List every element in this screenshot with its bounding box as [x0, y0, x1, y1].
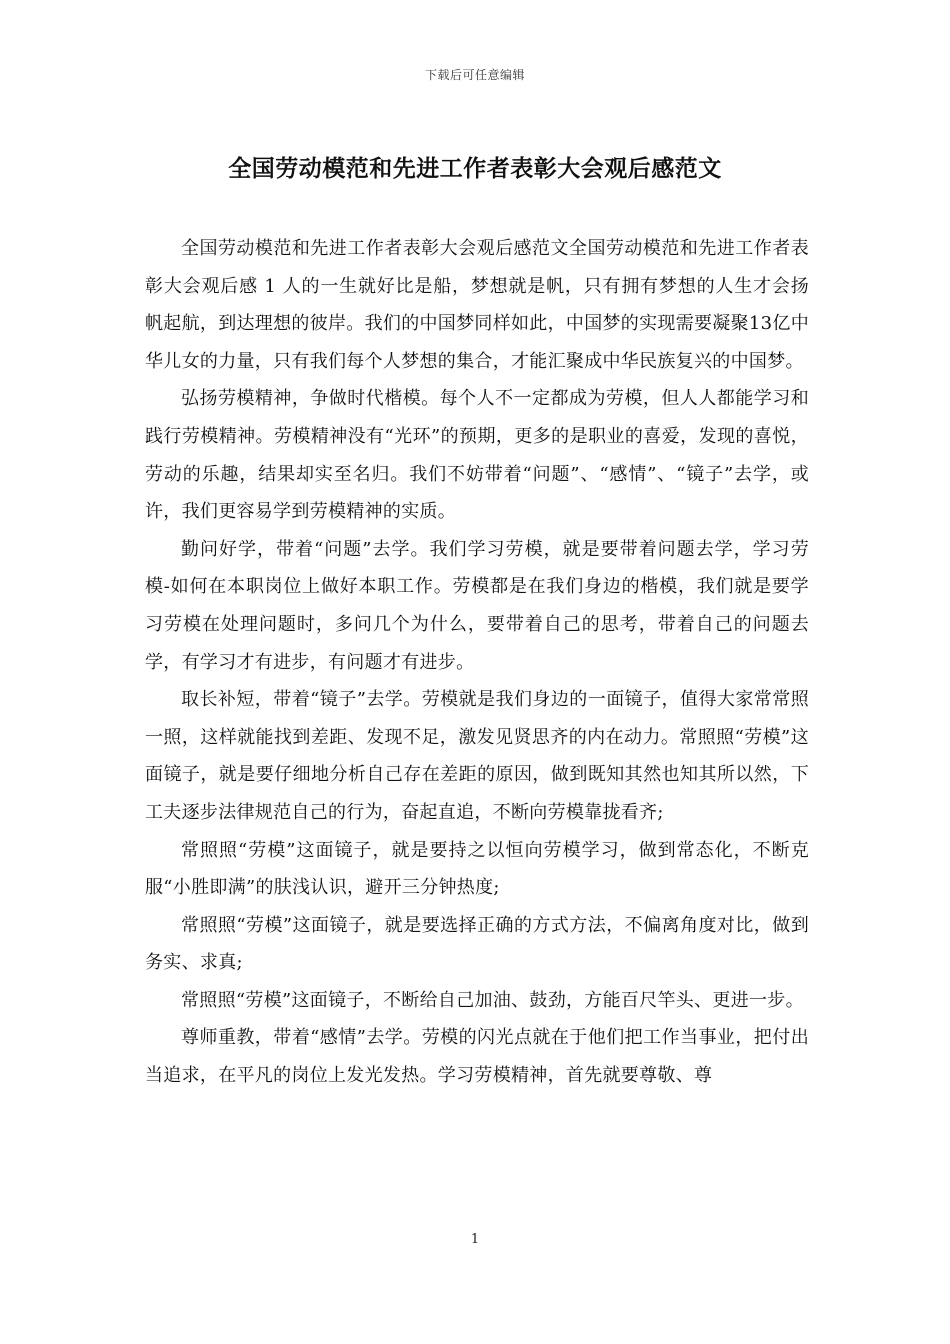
paragraph: 常照照“劳模”这面镜子，就是要选择正确的方式方法，不偏离角度对比，做到务实、求真;	[145, 914, 809, 974]
paragraph: 取长补短，带着“镜子”去学。劳模就是我们身边的一面镜子，值得大家常常照一照，这样就能找到差距、发现不足，激发见贤思齐的内在动力。常照照“劳模”这面镜子，就是要仔细地分析自己存在差距的原因，做到既知其然也知其所以然，下工夫逐步法律规范自己的行为，奋起直追，不断向劳模靠拢看齐;	[145, 689, 809, 823]
document-title: 全国劳动模范和先进工作者表彰大会观后感范文	[228, 155, 722, 182]
paragraph: 尊师重教，带着“感情”去学。劳模的闪光点就在于他们把工作当事业，把付出当追求，在平凡的岗位上发光发热。学习劳模精神，首先就要尊敬、尊	[145, 1027, 809, 1087]
paragraph: 勤问好学，带着“问题”去学。我们学习劳模，就是要带着问题去学，学习劳模-如何在本职岗位上做好本职工作。劳模都是在我们身边的楷模，我们就是要学习劳模在处理问题时，多问几个为什么，要带着自己的思考，带着自己的问题去学，有学习才有进步，有问题才有进步。	[145, 538, 809, 673]
header-note: 下载后可任意编辑	[424, 68, 525, 82]
document-body	[145, 230, 809, 1095]
paragraph: 常照照“劳模”这面镜子，就是要持之以恒向劳模学习，做到常态化，不断克服“小胜即满”的肤浅认识，避开三分钟热度;	[145, 839, 809, 899]
paragraph: 全国劳动模范和先进工作者表彰大会观后感范文全国劳动模范和先进工作者表彰大会观后感 1 人的一生就好比是船，梦想就是帆，只有拥有梦想的人生才会扬帆起航，到达理想的彼岸。我们的中国梦同样如此，中国梦的实现需要凝聚13亿中华儿女的力量，只有我们每个人梦想的集合，才能汇聚成中华民族复兴的中国梦。	[145, 238, 810, 372]
paragraph: 常照照“劳模”这面镜子，不断给自己加油、鼓劲，方能百尺竿头、更进一步。	[181, 989, 804, 1011]
page-number: 1	[470, 1232, 480, 1247]
paragraph: 弘扬劳模精神，争做时代楷模。每个人不一定都成为劳模，但人人都能学习和践行劳模精神。劳模精神没有“光环”的预期，更多的是职业的喜爱，发现的喜悦，劳动的乐趣，结果却实至名归。我们不妨带着“问题”、“感情”、“镜子”去学，或许，我们更容易学到劳模精神的实质。	[145, 388, 809, 523]
